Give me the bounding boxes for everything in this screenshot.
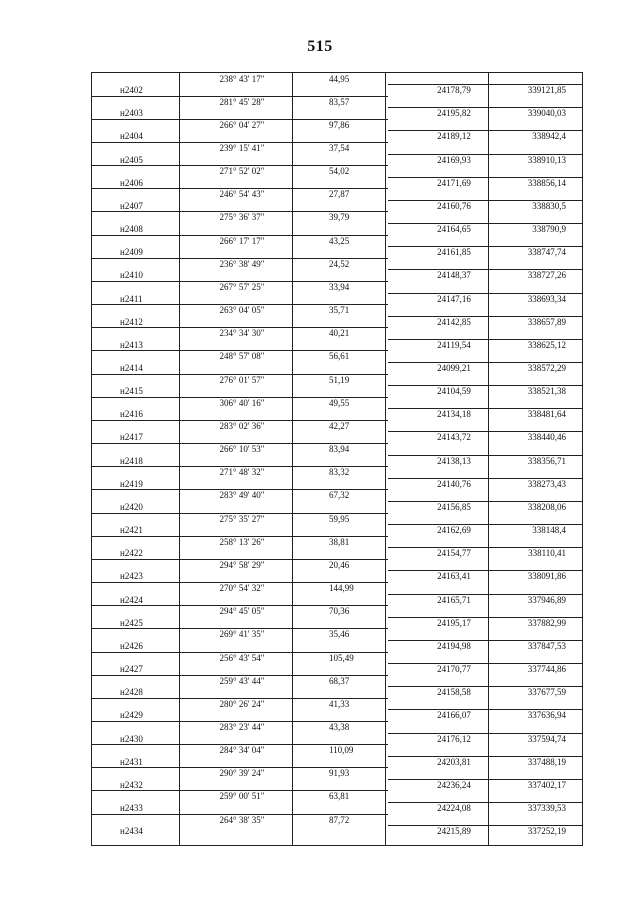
point-label: н2419 [120,478,143,489]
point-row [92,432,582,443]
point-label: н2433 [120,803,143,814]
segment-row [92,745,582,756]
coordinate-x: 24166,07 [437,710,471,721]
direction-angle: 276° 01' 57" [219,374,265,385]
point-label: н2407 [120,200,143,211]
coordinate-y: 338091,86 [527,571,566,582]
point-label: н2415 [120,386,143,397]
segment-row [92,421,582,432]
point-row [92,224,582,235]
segment-row [92,514,582,525]
segment-row [92,351,582,362]
coordinate-y: 338942,4 [532,131,566,142]
coordinate-x: 24195,17 [437,617,471,628]
coordinate-y: 338830,5 [532,200,566,211]
point-row [92,780,582,791]
point-row [92,687,582,698]
coordinate-x: 24163,41 [437,571,471,582]
point-label: н2430 [120,733,143,744]
point-row [92,409,582,420]
direction-angle: 284° 34' 04" [219,745,265,756]
coordinate-x: 24140,76 [437,478,471,489]
point-row [92,270,582,281]
segment-row [92,583,582,594]
point-label: н2424 [120,594,143,605]
segment-length: 59,95 [329,513,350,524]
direction-angle: 266° 10' 53" [219,444,265,455]
segment-row [92,166,582,177]
direction-angle: 280° 26' 24" [219,698,265,709]
direction-angle: 275° 36' 37" [219,212,265,223]
point-label: н2402 [120,85,143,96]
direction-angle: 264° 38' 35" [219,814,265,825]
segment-length: 43,38 [329,721,350,732]
segment-length: 51,19 [329,374,350,385]
coordinate-x: 24170,77 [437,664,471,675]
segment-length: 70,36 [329,606,350,617]
point-label: н2431 [120,756,143,767]
direction-angle: 259° 43' 44" [219,675,265,686]
point-label: н2428 [120,687,143,698]
coordinate-y: 338910,13 [527,154,566,165]
segment-row [92,791,582,802]
segment-row [92,259,582,270]
segment-row [92,328,582,339]
segment-row [92,490,582,501]
direction-angle: 256° 43' 54" [219,652,265,663]
point-row [92,178,582,189]
point-row [92,595,582,606]
segment-length: 67,32 [329,490,350,501]
point-row [92,456,582,467]
coordinate-x: 24203,81 [437,756,471,767]
direction-angle: 290° 39' 24" [219,768,265,779]
point-row [92,757,582,768]
segment-row [92,560,582,571]
segment-row [92,537,582,548]
coordinate-y: 338273,43 [527,478,566,489]
coordinate-x: 24178,79 [437,85,471,96]
segment-length: 83,94 [329,444,350,455]
coordinate-y: 338521,38 [527,386,566,397]
point-row [92,247,582,258]
direction-angle: 234° 34' 30" [219,328,265,339]
coordinate-x: 24171,69 [437,177,471,188]
coordinate-x: 24156,85 [437,501,471,512]
coordinate-y: 337744,86 [527,664,566,675]
segment-length: 83,32 [329,467,350,478]
segment-row [92,74,582,85]
point-label: н2413 [120,339,143,350]
coordinate-y: 337488,19 [527,756,566,767]
segment-length: 91,93 [329,768,350,779]
point-label: н2409 [120,247,143,258]
point-label: н2421 [120,525,143,536]
direction-angle: 266° 17' 17" [219,235,265,246]
segment-row [92,653,582,664]
point-label: н2412 [120,316,143,327]
point-label: н2411 [120,293,143,304]
segment-length: 38,81 [329,536,350,547]
direction-angle: 239° 15' 41" [219,142,265,153]
coordinate-y: 338856,14 [527,177,566,188]
point-label: н2422 [120,548,143,559]
segment-row [92,236,582,247]
coordinate-y: 338727,26 [527,270,566,281]
point-label: н2408 [120,224,143,235]
segment-length: 33,94 [329,281,350,292]
point-row [92,502,582,513]
coordinate-y: 337882,99 [527,617,566,628]
coordinate-x: 24160,76 [437,200,471,211]
coordinate-x: 24176,12 [437,733,471,744]
coordinate-y: 337252,19 [527,826,566,837]
segment-length: 39,79 [329,212,350,223]
segment-row [92,676,582,687]
direction-angle: 275° 35' 27" [219,513,265,524]
coordinates-table [91,72,583,846]
segment-length: 144,99 [329,583,354,594]
coordinate-x: 24169,93 [437,154,471,165]
coordinate-y: 338747,74 [527,247,566,258]
point-row [92,734,582,745]
point-row [92,479,582,490]
direction-angle: 263° 04' 05" [219,305,265,316]
direction-angle: 270° 54' 32" [219,583,265,594]
segment-length: 87,72 [329,814,350,825]
point-label: н2434 [120,826,143,837]
segment-row [92,768,582,779]
point-label: н2406 [120,177,143,188]
point-row [92,201,582,212]
segment-length: 35,46 [329,629,350,640]
coordinate-x: 24224,08 [437,803,471,814]
direction-angle: 269° 41' 35" [219,629,265,640]
coordinate-x: 24138,13 [437,455,471,466]
direction-angle: 238° 43' 17" [219,73,265,84]
point-row [92,131,582,142]
coordinate-x: 24158,58 [437,687,471,698]
segment-row [92,629,582,640]
coordinate-y: 338208,06 [527,501,566,512]
coordinate-x: 24154,77 [437,548,471,559]
point-row [92,641,582,652]
point-row [92,548,582,559]
coordinate-y: 338657,89 [527,316,566,327]
direction-angle: 283° 02' 36" [219,420,265,431]
segment-length: 49,55 [329,397,350,408]
direction-angle: 258° 13' 26" [219,536,265,547]
coordinate-y: 337594,74 [527,733,566,744]
coordinate-x: 24148,37 [437,270,471,281]
coordinate-x: 24215,89 [437,826,471,837]
segment-length: 20,46 [329,559,350,570]
direction-angle: 271° 48' 32" [219,467,265,478]
segment-length: 63,81 [329,791,350,802]
direction-angle: 246° 54' 43" [219,189,265,200]
coordinate-x: 24195,82 [437,108,471,119]
segment-row [92,444,582,455]
direction-angle: 281° 45' 28" [219,96,265,107]
coordinate-x: 24161,85 [437,247,471,258]
coordinate-y: 338481,64 [527,409,566,420]
point-label: н2426 [120,640,143,651]
point-row [92,155,582,166]
segment-length: 83,57 [329,96,350,107]
segment-length: 105,49 [329,652,354,663]
coordinate-x: 24099,21 [437,363,471,373]
point-label: н2425 [120,617,143,628]
segment-row [92,143,582,154]
direction-angle: 294° 45' 05" [219,606,265,617]
segment-row [92,97,582,108]
point-label: н2414 [120,363,143,373]
coordinate-x: 24134,18 [437,409,471,420]
direction-angle: 306° 40' 16" [219,397,265,408]
segment-length: 24,52 [329,258,350,269]
point-label: н2429 [120,710,143,721]
coordinate-y: 337402,17 [527,779,566,790]
coordinate-y: 338572,29 [527,363,566,373]
segment-length: 27,87 [329,189,350,200]
point-row [92,618,582,629]
direction-angle: 248° 57' 08" [219,351,265,362]
segment-row [92,606,582,617]
point-row [92,710,582,721]
direction-angle: 266° 04' 27" [219,119,265,130]
coordinate-y: 337677,59 [527,687,566,698]
page-number: 515 [307,38,333,55]
direction-angle: 271° 52' 02" [219,166,265,177]
coordinate-y: 338148,4 [532,525,566,536]
coordinate-x: 24162,69 [437,525,471,536]
point-label: н2420 [120,501,143,512]
segment-length: 35,71 [329,305,350,316]
segment-length: 56,61 [329,351,350,362]
point-label: н2405 [120,154,143,165]
point-row [92,386,582,397]
coordinate-x: 24119,54 [437,339,471,350]
point-row [92,108,582,119]
point-label: н2432 [120,779,143,790]
direction-angle: 236° 38' 49" [219,258,265,269]
coordinate-y: 337946,89 [527,594,566,605]
segment-row [92,120,582,131]
coordinate-y: 337847,53 [527,640,566,651]
coordinate-x: 24142,85 [437,316,471,327]
segment-row [92,467,582,478]
direction-angle: 283° 23' 44" [219,721,265,732]
coordinate-x: 24165,71 [437,594,471,605]
segment-row [92,815,582,826]
point-row [92,317,582,328]
direction-angle: 267° 57' 25" [219,281,265,292]
segment-row [92,722,582,733]
segment-row [92,189,582,200]
coordinate-x: 24147,16 [437,293,471,304]
coordinate-y: 338356,71 [527,455,566,466]
segment-row [92,282,582,293]
segment-length: 42,27 [329,420,350,431]
point-label: н2423 [120,571,143,582]
coordinate-y: 338790,9 [532,224,566,235]
segment-length: 37,54 [329,142,350,153]
coordinate-x: 24164,65 [437,224,471,235]
segment-length: 43,25 [329,235,350,246]
point-label: н2410 [120,270,143,281]
direction-angle: 283° 49' 40" [219,490,265,501]
point-row [92,525,582,536]
point-row [92,363,582,374]
coordinate-y: 339121,85 [527,85,566,96]
segment-row [92,305,582,316]
point-label: н2417 [120,432,143,443]
coordinate-y: 338110,41 [528,548,566,559]
segment-row [92,699,582,710]
coordinate-x: 24236,24 [437,779,471,790]
coordinate-x: 24143,72 [437,432,471,443]
point-row [92,340,582,351]
segment-length: 97,86 [329,119,350,130]
segment-length: 110,09 [329,745,354,756]
segment-length: 40,21 [329,328,350,339]
segment-row [92,375,582,386]
point-row [92,571,582,582]
coordinate-y: 338625,12 [527,339,566,350]
point-label: н2418 [120,455,143,466]
coordinate-x: 24194,98 [437,640,471,651]
point-label: н2403 [120,108,143,119]
coordinate-x: 24104,59 [437,386,471,397]
segment-row [92,398,582,409]
point-row [92,826,582,837]
coordinate-y: 337636,94 [527,710,566,721]
point-row [92,664,582,675]
coordinate-y: 338693,34 [527,293,566,304]
segment-row [92,212,582,223]
point-label: н2427 [120,664,143,675]
coordinate-y: 337339,53 [527,803,566,814]
coordinate-y: 338440,46 [527,432,566,443]
segment-length: 54,02 [329,166,350,177]
direction-angle: 259° 00' 51" [219,791,265,802]
segment-length: 68,37 [329,675,350,686]
point-label: н2416 [120,409,143,420]
coordinate-x: 24189,12 [437,131,471,142]
coordinate-y: 339040,03 [527,108,566,119]
point-row [92,294,582,305]
segment-length: 41,33 [329,698,350,709]
direction-angle: 294° 58' 29" [219,559,265,570]
segment-length: 44,95 [329,73,350,84]
point-label: н2404 [120,131,143,142]
point-row [92,803,582,814]
point-row [92,85,582,96]
